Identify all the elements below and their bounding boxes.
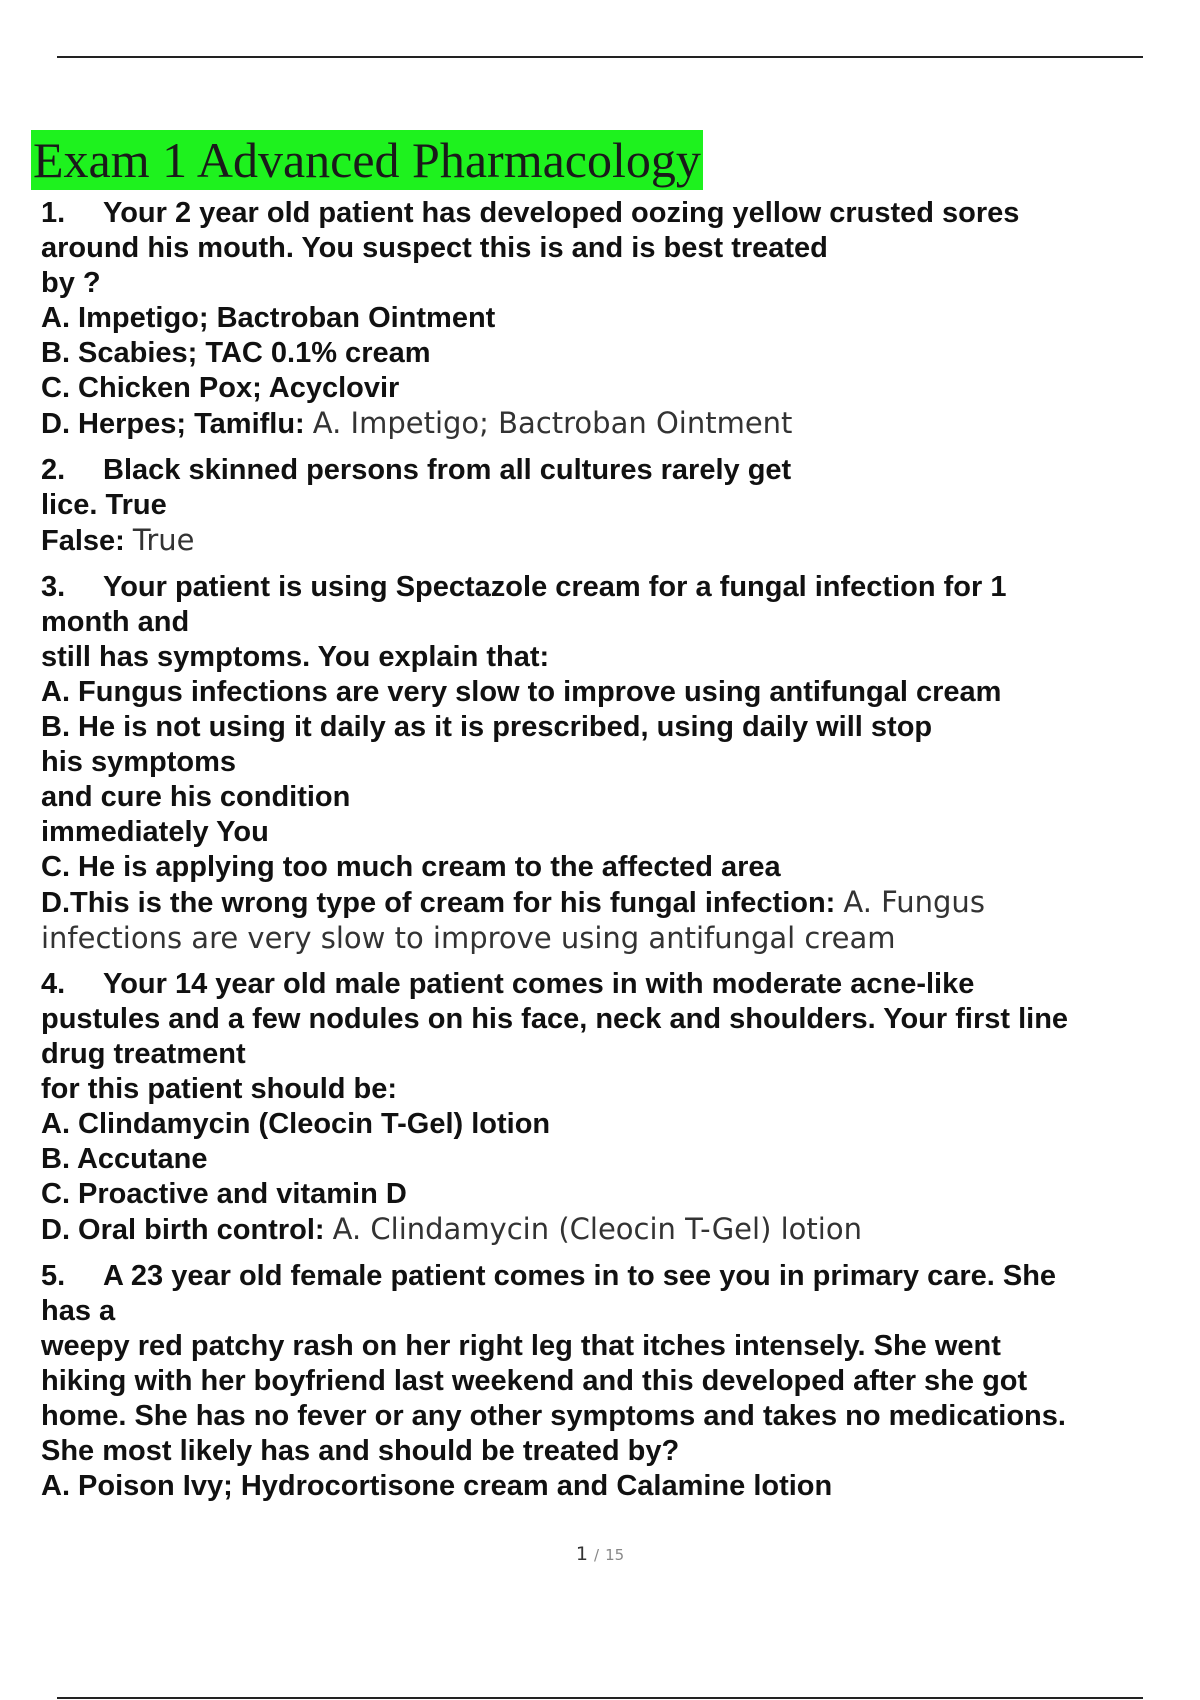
- question-number: 4.: [41, 968, 66, 1000]
- option-b: B. He is not using it daily as it is prescribed, using daily will stop: [41, 711, 933, 743]
- page-separator: /: [593, 1546, 600, 1564]
- option-c: C. Chicken Pox; Acyclovir: [41, 372, 400, 404]
- option-d: [41, 885, 1191, 921]
- answer-text: A. Impetigo; Bactroban Ointment: [312, 406, 793, 440]
- question-number: 1.: [41, 197, 66, 229]
- question-line: hiking with her boyfriend last weekend and this developed after she got: [41, 1365, 1028, 1397]
- option-b-cont: his symptoms: [41, 746, 236, 778]
- question-line: [41, 196, 1191, 231]
- option-d-text: D. Oral birth control:: [41, 1214, 325, 1246]
- question-line: pustules and a few nodules on his face, neck and shoulders. Your first line: [41, 1003, 1069, 1035]
- option-b-cont: and cure his condition: [41, 781, 351, 813]
- question-line: [41, 1259, 1191, 1294]
- question-line: around his mouth. You suspect this is and is best treated: [41, 232, 828, 264]
- option-a: A. Impetigo; Bactroban Ointment: [41, 302, 496, 334]
- option-a: A. Fungus infections are very slow to improve using antifungal cream: [41, 676, 1002, 708]
- question-2: [41, 453, 1191, 559]
- question-4: [41, 967, 1191, 1248]
- question-text: A 23 year old female patient comes in to see you in primary care. She: [103, 1260, 1057, 1292]
- option-d-text: D. Herpes; Tamiflu:: [41, 408, 305, 440]
- option-c: C. He is applying too much cream to the affected area: [41, 851, 781, 883]
- option-c: C. Proactive and vitamin D: [41, 1178, 407, 1210]
- option-d-text: D.This is the wrong type of cream for his fungal infection:: [41, 887, 836, 919]
- question-line: by ?: [41, 267, 101, 299]
- question-text: Your 14 year old male patient comes in with moderate acne-like: [103, 968, 975, 1000]
- question-text: Black skinned persons from all cultures rarely get: [103, 454, 792, 486]
- question-line: still has symptoms. You explain that:: [41, 641, 550, 673]
- question-number: 2.: [41, 454, 66, 486]
- question-5: [41, 1259, 1191, 1504]
- document-title: Exam 1 Advanced Pharmacology: [33, 132, 701, 188]
- question-line: [41, 453, 1191, 488]
- page-total: 15: [605, 1546, 625, 1564]
- question-line: has a: [41, 1295, 116, 1327]
- answer-text: A. Fungus: [843, 885, 985, 919]
- top-rule: [57, 56, 1143, 58]
- bottom-rule: [57, 1697, 1143, 1699]
- question-text: Your 2 year old patient has developed oozing yellow crusted sores: [103, 197, 1020, 229]
- option-b: B. Accutane: [41, 1143, 208, 1175]
- page-number: [0, 1543, 1200, 1565]
- question-line: [41, 523, 1191, 559]
- question-number: 5.: [41, 1260, 66, 1292]
- question-line: month and: [41, 606, 190, 638]
- question-number: 3.: [41, 571, 66, 603]
- question-line: She most likely has and should be treated by?: [41, 1435, 680, 1467]
- option-d: [41, 406, 1191, 442]
- question-line: home. She has no fever or any other symptoms and takes no medications.: [41, 1400, 1066, 1432]
- option-a: A. Poison Ivy; Hydrocortisone cream and Calamine lotion: [41, 1470, 833, 1502]
- option-a: A. Clindamycin (Cleocin T-Gel) lotion: [41, 1108, 551, 1140]
- option-b-cont: immediately You: [41, 816, 269, 848]
- option-text: False:: [41, 525, 125, 557]
- question-line: lice. True: [41, 489, 167, 521]
- question-text: Your patient is using Spectazole cream for a fungal infection for 1: [103, 571, 1007, 603]
- question-line: [41, 967, 1191, 1002]
- option-b: B. Scabies; TAC 0.1% cream: [41, 337, 431, 369]
- answer-text: A. Clindamycin (Cleocin T-Gel) lotion: [332, 1212, 862, 1246]
- question-line: [41, 570, 1191, 605]
- question-line: for this patient should be:: [41, 1073, 398, 1105]
- option-d: [41, 1212, 1191, 1248]
- question-line: drug treatment: [41, 1038, 246, 1070]
- question-3: [41, 570, 1191, 956]
- page-current: 1: [575, 1543, 588, 1565]
- answer-text: True: [132, 523, 195, 557]
- document-body: [41, 196, 1191, 1515]
- answer-text-cont: infections are very slow to improve using antifungal cream: [41, 921, 896, 955]
- question-1: [41, 196, 1191, 442]
- question-line: weepy red patchy rash on her right leg that itches intensely. She went: [41, 1330, 1001, 1362]
